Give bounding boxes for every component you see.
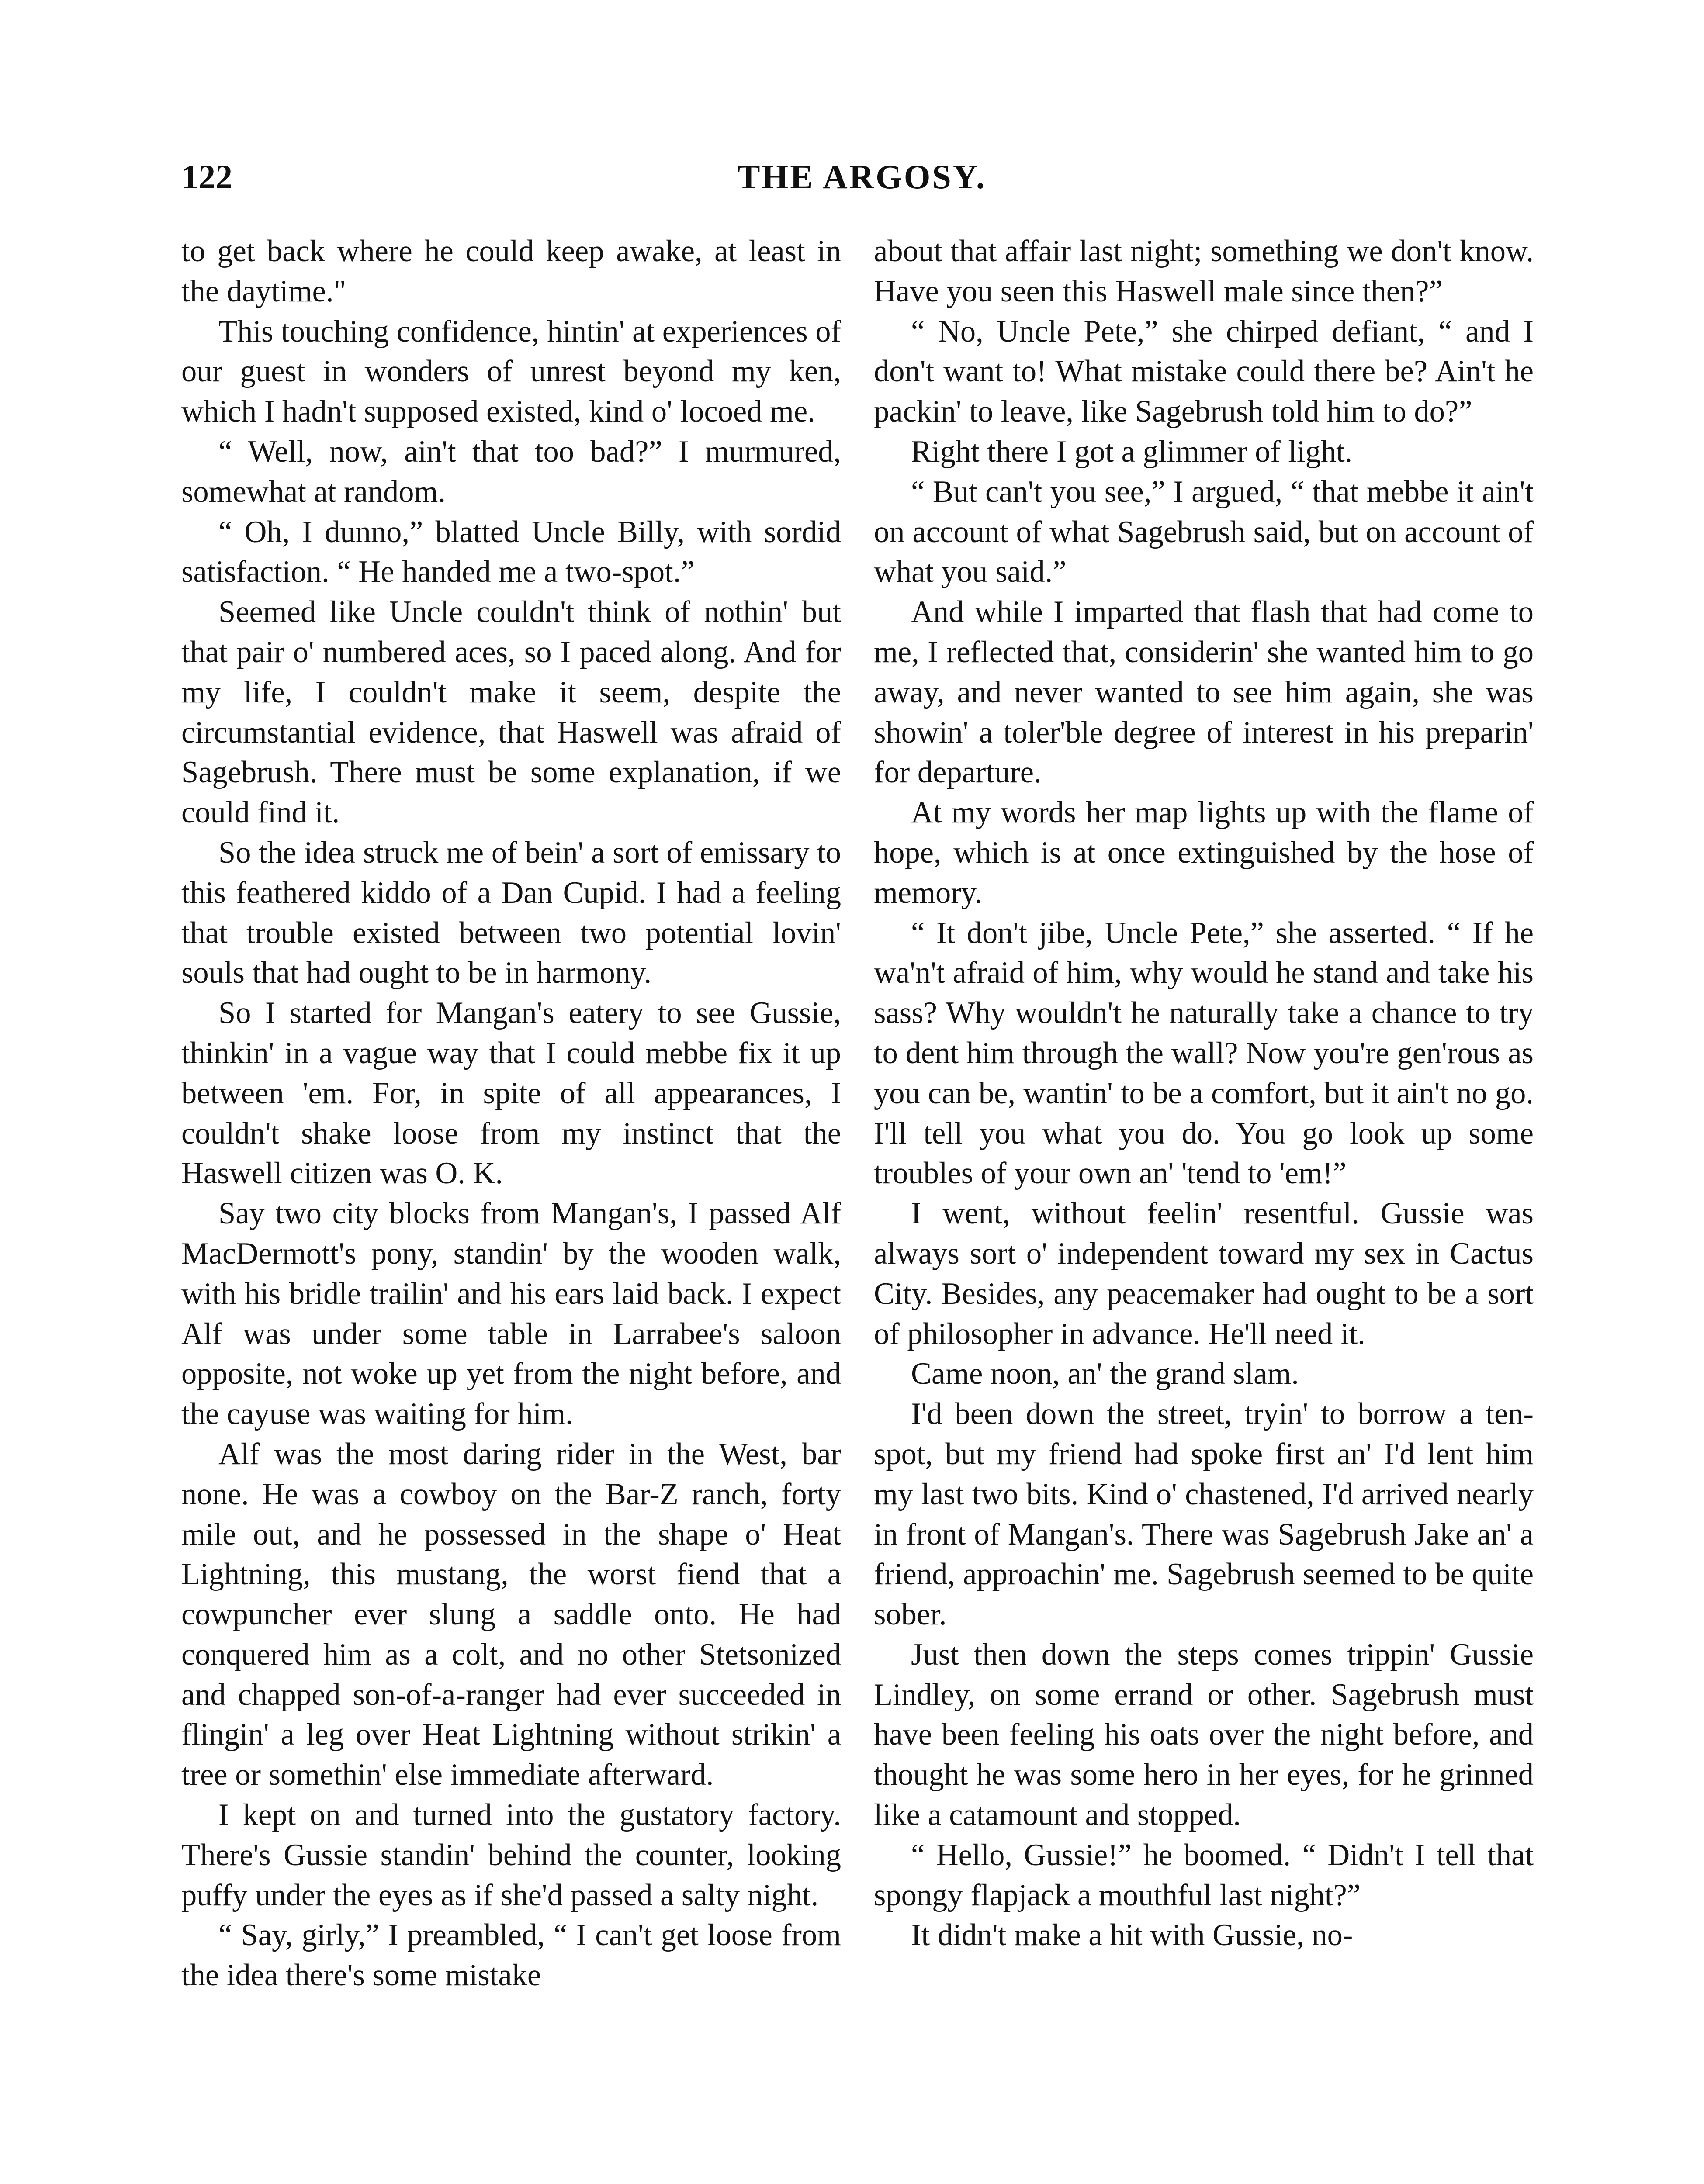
- paragraph: about that affair last night; something we don't know. Have you seen this Haswell male since then?”: [874, 234, 1534, 308]
- right-column: [874, 232, 1534, 1956]
- paragraph: I went, without feelin' resentful. Gussie was always sort o' independent toward my sex in Cactus City. Besides, any peacemaker had ought to be a sort of philosopher in advance. He'll need it.: [874, 1196, 1534, 1351]
- paragraph: “ Well, now, ain't that too bad?” I murmured, somewhat at random.: [181, 434, 841, 509]
- paragraph: And while I imparted that flash that had come to me, I reflected that, considerin' she wanted him to go away, and never wanted to see him again, she was showin' a toler'ble degree of interest in his preparin' for departure.: [874, 595, 1534, 790]
- paragraph: to get back where he could keep awake, at least in the daytime.": [181, 234, 841, 308]
- page-header: [181, 157, 1542, 210]
- left-column: [181, 232, 841, 1996]
- paragraph: Came noon, an' the grand slam.: [911, 1357, 1299, 1391]
- paragraph: Alf was the most daring rider in the West, bar none. He was a cowboy on the Bar-Z ranch, forty mile out, and he possessed in the shape o' Heat Lightning, this mustang, the worst fiend that a cowpuncher ever slung a saddle onto. He had conquered him as a colt, and no other Stetsonized and chapped son-of-a-ranger had ever succeeded in flingin' a leg over Heat Lightning without strikin' a tree or somethin' else immediate afterward.: [181, 1437, 841, 1792]
- paragraph: So the idea struck me of bein' a sort of emissary to this feathered kiddo of a Dan Cupid. I had a feeling that trouble existed between two potential lovin' souls that had ought to be in harmony.: [181, 835, 841, 990]
- paragraph: Just then down the steps comes trippin' Gussie Lindley, on some errand or other. Sagebrush must have been feeling his oats over the night before, and thought he was some hero in her eyes, for he grinned like a catamount and stopped.: [874, 1637, 1534, 1832]
- paragraph: Right there I got a glimmer of light.: [911, 434, 1353, 469]
- paragraph: “ Oh, I dunno,” blatted Uncle Billy, with sordid satisfaction. “ He handed me a two-spot.”: [181, 515, 841, 589]
- paragraph: “ No, Uncle Pete,” she chirped defiant, “ and I don't want to! What mistake could there be? Ain't he packin' to leave, like Sagebrush told him to do?”: [874, 314, 1534, 429]
- paragraph: I kept on and turned into the gustatory factory. There's Gussie standin' behind the counter, looking puffy under the eyes as if she'd passed a salty night.: [181, 1798, 841, 1912]
- page-number: 122: [181, 158, 232, 196]
- paragraph: “ Say, girly,” I preambled, “ I can't get loose from the idea there's some mistake: [181, 1918, 841, 1993]
- paragraph: “ Hello, Gussie!” he boomed. “ Didn't I tell that spongy flapjack a mouthful last night?”: [874, 1838, 1534, 1912]
- paragraph: “ But can't you see,” I argued, “ that mebbe it ain't on account of what Sagebrush said, but on account of what you said.”: [874, 474, 1534, 589]
- paragraph: At my words her map lights up with the flame of hope, which is at once extinguished by the hose of memory.: [874, 795, 1534, 910]
- paragraph: I'd been down the street, tryin' to borrow a ten-spot, but my friend had spoke first an' I'd lent him my last two bits. Kind o' chastened, I'd arrived nearly in front of Mangan's. There was Sagebrush Jake an' a friend, approachin' me. Sagebrush seemed to be quite sober.: [874, 1397, 1534, 1632]
- running-title: THE ARGOSY.: [737, 158, 987, 196]
- paragraph: This touching confidence, hintin' at experiences of our guest in wonders of unrest beyond my ken, which I hadn't supposed existed, kind o' locoed me.: [181, 314, 841, 429]
- paragraph: Say two city blocks from Mangan's, I passed Alf MacDermott's pony, standin' by the wooden walk, with his bridle trailin' and his ears laid back. I expect Alf was under some table in Larrabee's saloon opposite, not woke up yet from the night before, and the cayuse was waiting for him.: [181, 1196, 841, 1431]
- paragraph: It didn't make a hit with Gussie, no-: [911, 1918, 1353, 1952]
- paragraph: Seemed like Uncle couldn't think of nothin' but that pair o' numbered aces, so I paced along. And for my life, I couldn't make it seem, despite the circumstantial evidence, that Haswell was afraid of Sagebrush. There must be some explanation, if we could find it.: [181, 595, 841, 830]
- paragraph: “ It don't jibe, Uncle Pete,” she asserted. “ If he wa'n't afraid of him, why would he stand and take his sass? Why wouldn't he naturally take a chance to try to dent him through the wall? Now you're gen'rous as you can be, wantin' to be a comfort, but it ain't no go. I'll tell you what you do. You go look up some troubles of your own an' 'tend to 'em!”: [874, 916, 1534, 1191]
- paragraph: So I started for Mangan's eatery to see Gussie, thinkin' in a vague way that I could mebbe fix it up between 'em. For, in spite of all appearances, I couldn't shake loose from my instinct that the Haswell citizen was O. K.: [181, 996, 841, 1191]
